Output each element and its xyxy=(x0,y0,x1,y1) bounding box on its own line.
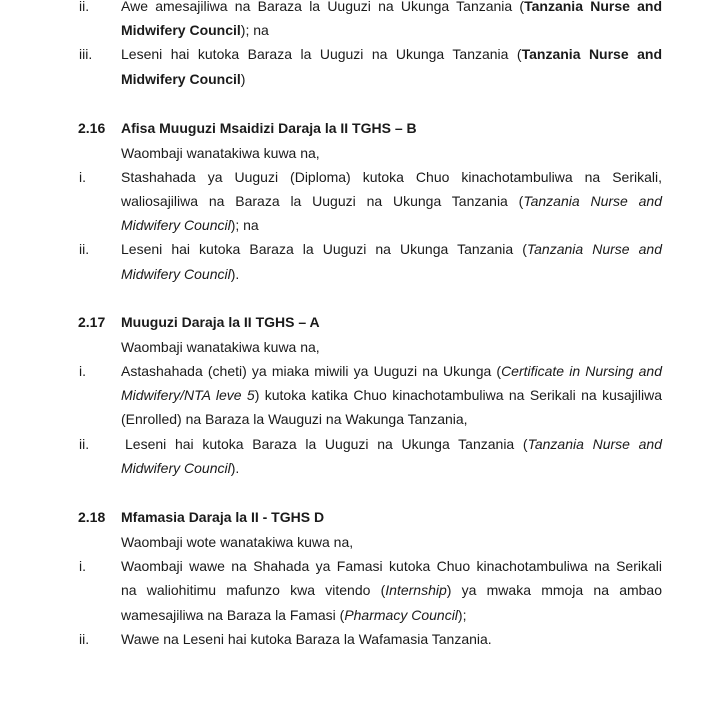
list-item-text: Stashahada ya Uuguzi (Diploma) kutoka Chuo kinachotambuliwa na Serikali, xyxy=(121,169,662,185)
list-marker: ii. xyxy=(79,241,90,257)
list-item-text: na waliohitimu mafunzo kwa vitendo (Internship) ya mwaka mmoja na ambao xyxy=(121,582,662,598)
list-item-text: Midwifery Council) xyxy=(121,71,246,87)
list-marker: i. xyxy=(79,558,86,574)
section-number: 2.18 xyxy=(78,509,106,525)
list-item-text: Leseni hai kutoka Baraza la Uuguzi na Ukunga Tanzania (Tanzania Nurse and xyxy=(121,46,663,62)
list-item-text: Midwifery Council). xyxy=(121,460,240,476)
list-item-text: Leseni hai kutoka Baraza la Uuguzi na Ukunga Tanzania (Tanzania Nurse and xyxy=(125,436,662,452)
section-intro: Waombaji wote wanatakiwa kuwa na, xyxy=(121,534,354,550)
list-marker: i. xyxy=(79,169,86,185)
section-intro: Waombaji wanatakiwa kuwa na, xyxy=(121,145,320,161)
list-item-text: (Enrolled) na Baraza la Wauguzi na Wakunga Tanzania, xyxy=(121,411,468,427)
section-title: Mfamasia Daraja la II - TGHS D xyxy=(121,509,325,525)
list-marker: ii. xyxy=(79,436,90,452)
list-item-text: Waombaji wawe na Shahada ya Famasi kutoka Chuo kinachotambuliwa na Serikali xyxy=(121,558,662,574)
list-marker: ii. xyxy=(79,631,90,647)
list-item-text: Leseni hai kutoka Baraza la Uuguzi na Ukunga Tanzania (Tanzania Nurse and xyxy=(121,241,662,257)
list-marker: iii. xyxy=(79,46,93,62)
list-item-text: Awe amesajiliwa na Baraza la Uuguzi na Ukunga Tanzania (Tanzania Nurse and xyxy=(121,0,663,14)
list-item-text: Midwifery Council); na xyxy=(121,22,269,38)
section-intro: Waombaji wanatakiwa kuwa na, xyxy=(121,339,320,355)
list-item-text: waliosajiliwa na Baraza la Uuguzi na Ukunga Tanzania (Tanzania Nurse and xyxy=(121,193,662,209)
list-item-text: Wawe na Leseni hai kutoka Baraza la Wafamasia Tanzania. xyxy=(121,631,492,647)
list-item-text: Midwifery/NTA leve 5) kutoka katika Chuo kinachotambuliwa na Serikali na kusajiliwa xyxy=(121,387,662,403)
list-item-text: Midwifery Council); na xyxy=(121,217,259,233)
section-number: 2.16 xyxy=(78,120,106,136)
section-number: 2.17 xyxy=(78,314,106,330)
list-item-text: Astashahada (cheti) ya miaka miwili ya Uuguzi na Ukunga (Certificate in Nursing and xyxy=(121,363,662,379)
section-title: Afisa Muuguzi Msaidizi Daraja la II TGHS – B xyxy=(121,120,417,136)
list-marker: i. xyxy=(79,363,86,379)
list-marker: ii. xyxy=(79,0,90,14)
list-item-text: Midwifery Council). xyxy=(121,266,240,282)
list-item-text: wamesajiliwa na Baraza la Famasi (Pharmacy Council); xyxy=(121,607,467,623)
section-title: Muuguzi Daraja la II TGHS – A xyxy=(121,314,320,330)
